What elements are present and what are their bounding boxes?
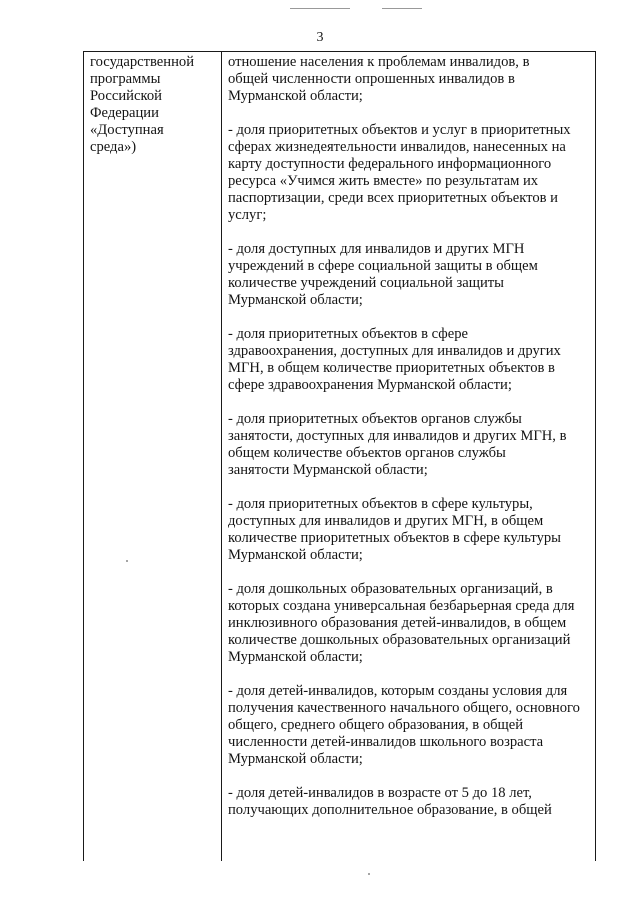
table-right-cell bbox=[222, 52, 595, 861]
indicator-paragraph: - доля детей-инвалидов, которым созданы условия для получения качественного начального общего, основного общего, среднего общего образования, в общей численности детей-инвалидов школьного возраста Мурманской области; bbox=[228, 683, 580, 767]
indicator-paragraph: - доля детей-инвалидов в возрасте от 5 до 18 лет, получающих дополнительное образование, в общей bbox=[228, 785, 552, 818]
page-number: 3 bbox=[316, 30, 324, 45]
indicator-paragraph: - доля дошкольных образовательных организаций, в которых создана универсальная безбарьерная среда для инклюзивного образования детей-инвалидов, в общем количестве дошкольных образовательных организаций Мурманской области; bbox=[228, 581, 575, 665]
scan-artifact bbox=[290, 8, 350, 9]
indicator-paragraph: - доля доступных для инвалидов и других МГН учреждений в сфере социальной защиты в общем количестве учреждений социальной защиты Мурманской области; bbox=[228, 241, 538, 308]
indicator-paragraph: - доля приоритетных объектов и услуг в приоритетных сферах жизнедеятельности инвалидов, нанесенных на карту доступности федерального информационного ресурса «Учимся жить вместе» по результатам их паспортизации, среди всех приоритетных объектов и услуг; bbox=[228, 122, 571, 223]
document-table bbox=[83, 51, 596, 861]
indicator-paragraph: - доля приоритетных объектов органов службы занятости, доступных для инвалидов и других МГН, в общем количестве объектов органов службы занятости Мурманской области; bbox=[228, 411, 567, 478]
scan-artifact bbox=[382, 8, 422, 9]
scan-artifact bbox=[368, 873, 370, 875]
indicator-paragraph: - доля приоритетных объектов в сфере здравоохранения, доступных для инвалидов и других МГН, в общем количестве приоритетных объектов в сфере здравоохранения Мурманской области; bbox=[228, 326, 561, 393]
indicator-paragraph: - доля приоритетных объектов в сфере культуры, доступных для инвалидов и других МГН, в общем количестве приоритетных объектов в сфере культуры Мурманской области; bbox=[228, 496, 561, 563]
table-left-cell: государственной программы Российской Федерации «Доступная среда») bbox=[84, 52, 222, 861]
indicator-paragraph: отношение населения к проблемам инвалидов, в общей численности опрошенных инвалидов в Мурманской области; bbox=[228, 54, 530, 104]
scan-artifact bbox=[126, 560, 128, 562]
